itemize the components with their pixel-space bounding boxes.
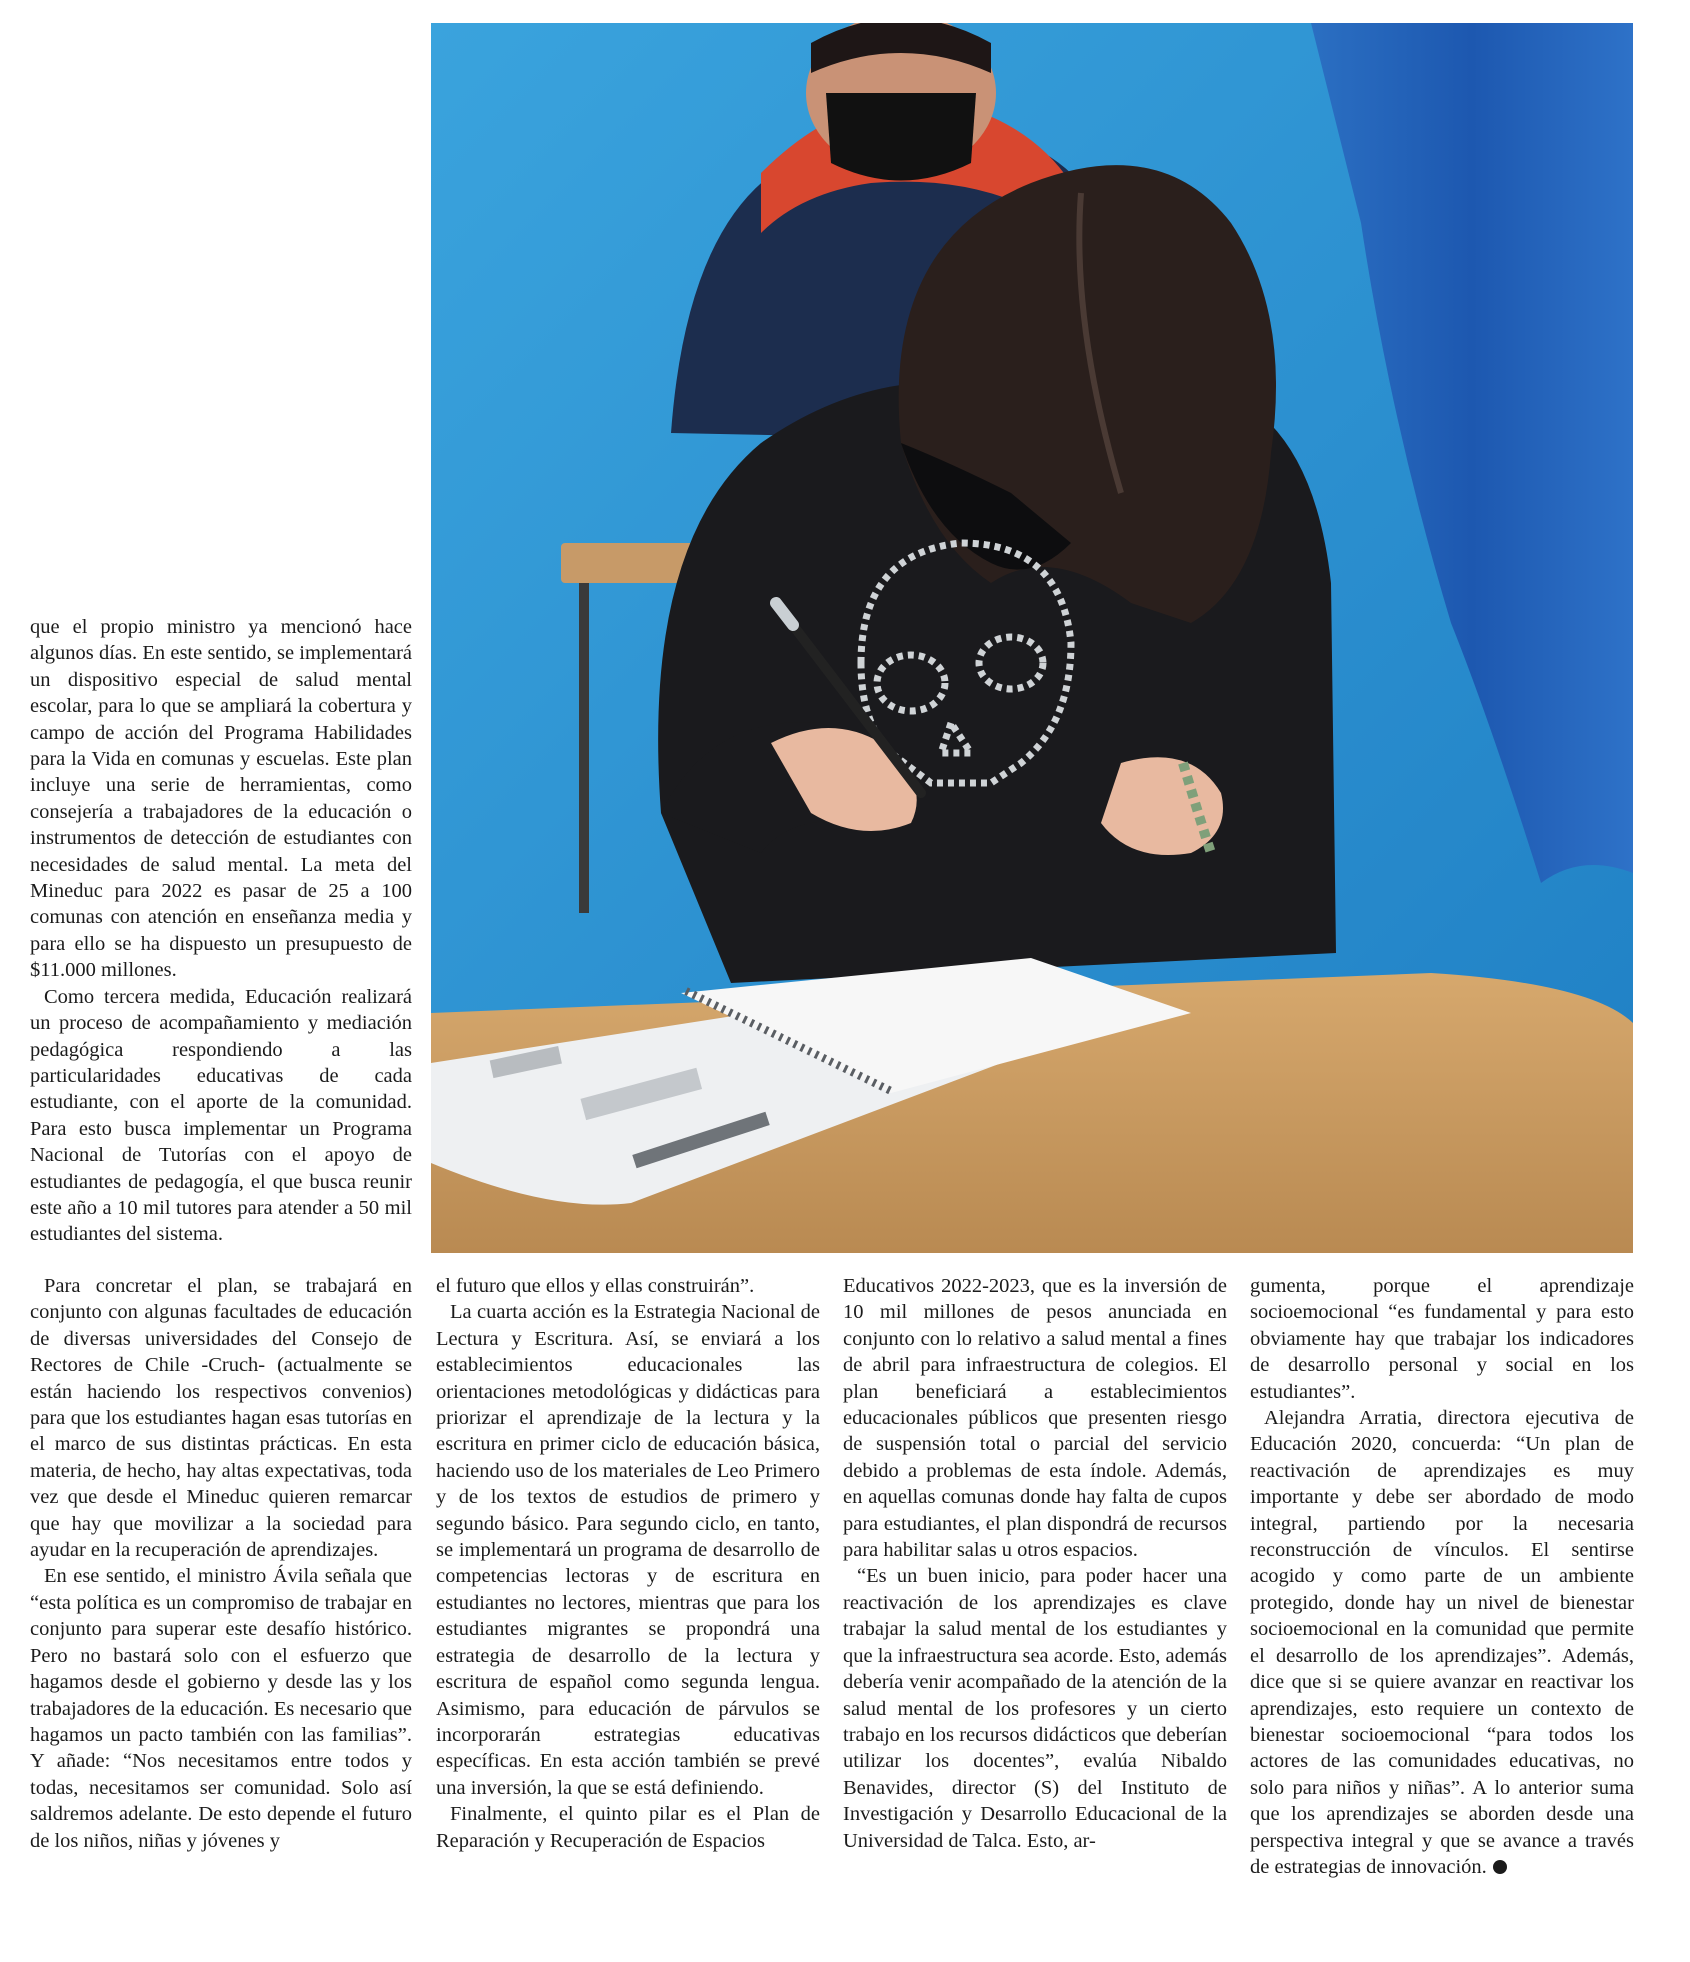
article-photo — [431, 23, 1633, 1253]
paragraph: que el propio ministro ya mencionó hace algunos días. En este sentido, se implementará un dispositivo especial de salud mental escolar, para lo que se ampliará la cobertura y campo de acción del Programa Habilidades para la Vida en comunas y escuelas. Este plan incluye una serie de herramientas, como consejería a trabajadores de la educación o instrumentos de detección de estudiantes con necesidades de salud mental. La meta del Mineduc para 2022 es pasar de 25 a 100 comunas con atención en enseñanza media y para ello se ha dispuesto un presupuesto de $11.000 millones. — [30, 616, 412, 982]
paragraph: Como tercera medida, Educación realizará un proceso de acompañamiento y mediación pedagógica respondiendo a las particularidades educativas de cada estudiante, con el aporte de la comunidad. Para esto busca implementar un Programa Nacional de Tutorías con el apoyo de estudiantes de pedagogía, el que busca reunir este año a 10 mil tutores para atender a 50 mil estudiantes del sistema. — [30, 985, 412, 1246]
paragraph: Para concretar el plan, se trabajará en conjunto con algunas facultades de educación de diversas universidades del Consejo de Rectores de Chile -Cruch- (actualmente se están haciendo los respectivos convenios) para que los estudiantes hagan esas tutorías en el marco de sus distintas prácticas. En esta materia, de hecho, hay altas expectativas, toda vez que desde el Mineduc quieren remarcar que hay que movilizar a la sociedad para ayudar en la recuperación de aprendizajes. — [30, 1275, 412, 1562]
article-column-4 — [1250, 1273, 1634, 1880]
paragraph: el futuro que ellos y ellas construirán”. — [436, 1275, 755, 1297]
paragraph: La cuarta acción es la Estrategia Nacional de Lectura y Escritura. Así, se enviará a los establecimientos educacionales las orientaciones metodológicas y didácticas para priorizar el aprendizaje de la lectura y la escritura en primer ciclo de educación básica, haciendo uso de los materiales de Leo Primero y de los textos de estudios de primero y segundo básico. Para segundo ciclo, en tanto, se implementará un programa de desarrollo de competencias lectoras y de escritura en estudiantes no lectores, mientras que para los estudiantes migrantes se propondrá una estrategia de desarrollo de la lectura y escritura de español como segunda lengua. Asimismo, para educación de párvulos se incorporarán estrategias educativas específicas. En esta acción también se prevé una inversión, la que se está definiendo. — [436, 1301, 820, 1799]
paragraph: Alejandra Arratia, directora ejecutiva de Educación 2020, concuerda: “Un plan de reactivación de aprendizajes es muy importante y debe ser abordado de modo integral, partiendo por la necesaria reconstrucción de vínculos. El sentirse acogido y como parte de un ambiente protegido, donde hay un nivel de bienestar socioemocional en la comunidad que permite el desarrollo de los aprendizajes”. Además, dice que si se quiere avanzar en reactivar los aprendizajes, esto requiere un contexto de bienestar socioemocional “para todos los actores de las comunidades educativas, no solo para niños y niñas”. A lo anterior suma que los aprendizajes se aborden desde una perspectiva integral y que se avance a través de estrategias de innovación. — [1250, 1407, 1634, 1878]
end-of-article-marker — [1493, 1860, 1507, 1874]
article-column-2 — [436, 1273, 820, 1854]
student-writing-illustration — [431, 23, 1633, 1253]
article-column-3 — [843, 1273, 1227, 1854]
paragraph: Finalmente, el quinto pilar es el Plan de Reparación y Recuperación de Espacios — [436, 1803, 820, 1852]
paragraph: gumenta, porque el aprendizaje socioemocional “es fundamental y para esto obviamente hay que trabajar los indicadores de desarrollo personal y social en los estudiantes”. — [1250, 1275, 1634, 1403]
paragraph: Educativos 2022-2023, que es la inversión de 10 mil millones de pesos anunciada en conjunto con lo relativo a salud mental a fines de abril para infraestructura de colegios. El plan beneficiará a establecimientos educacionales públicos que presenten riesgo de suspensión total o parcial del servicio debido a problemas de esta índole. Además, en aquellas comunas donde hay falta de cupos para estudiantes, el plan dispondrá de recursos para habilitar salas u otros espacios. — [843, 1275, 1227, 1562]
paragraph: “Es un buen inicio, para poder hacer una reactivación de los aprendizajes es clave trabajar la salud mental de los estudiantes y que la infraestructura sea acorde. Esto, además debería venir acompañado de la atención de la salud mental de los profesores y un cierto trabajo en los recursos didácticos que deberían utilizar los docentes”, evalúa Nibaldo Benavides, director (S) del Instituto de Investigación y Desarrollo Educacional de la Universidad de Talca. Esto, ar- — [843, 1565, 1227, 1852]
article-column-1-bottom — [30, 1273, 412, 1854]
paragraph: En ese sentido, el ministro Ávila señala que “esta política es un compromiso de trabajar en conjunto para superar este desafío histórico. Pero no bastará solo con el esfuerzo que hagamos desde el gobierno y desde las y los trabajadores de la educación. Es necesario que hagamos un pacto también con las familias”. Y añade: “Nos necesitamos entre todos y todas, necesitamos ser comunidad. Solo así saldremos adelante. De esto depende el futuro de los niños, niñas y jóvenes y — [30, 1565, 412, 1852]
article-column-1-top — [30, 614, 412, 1248]
